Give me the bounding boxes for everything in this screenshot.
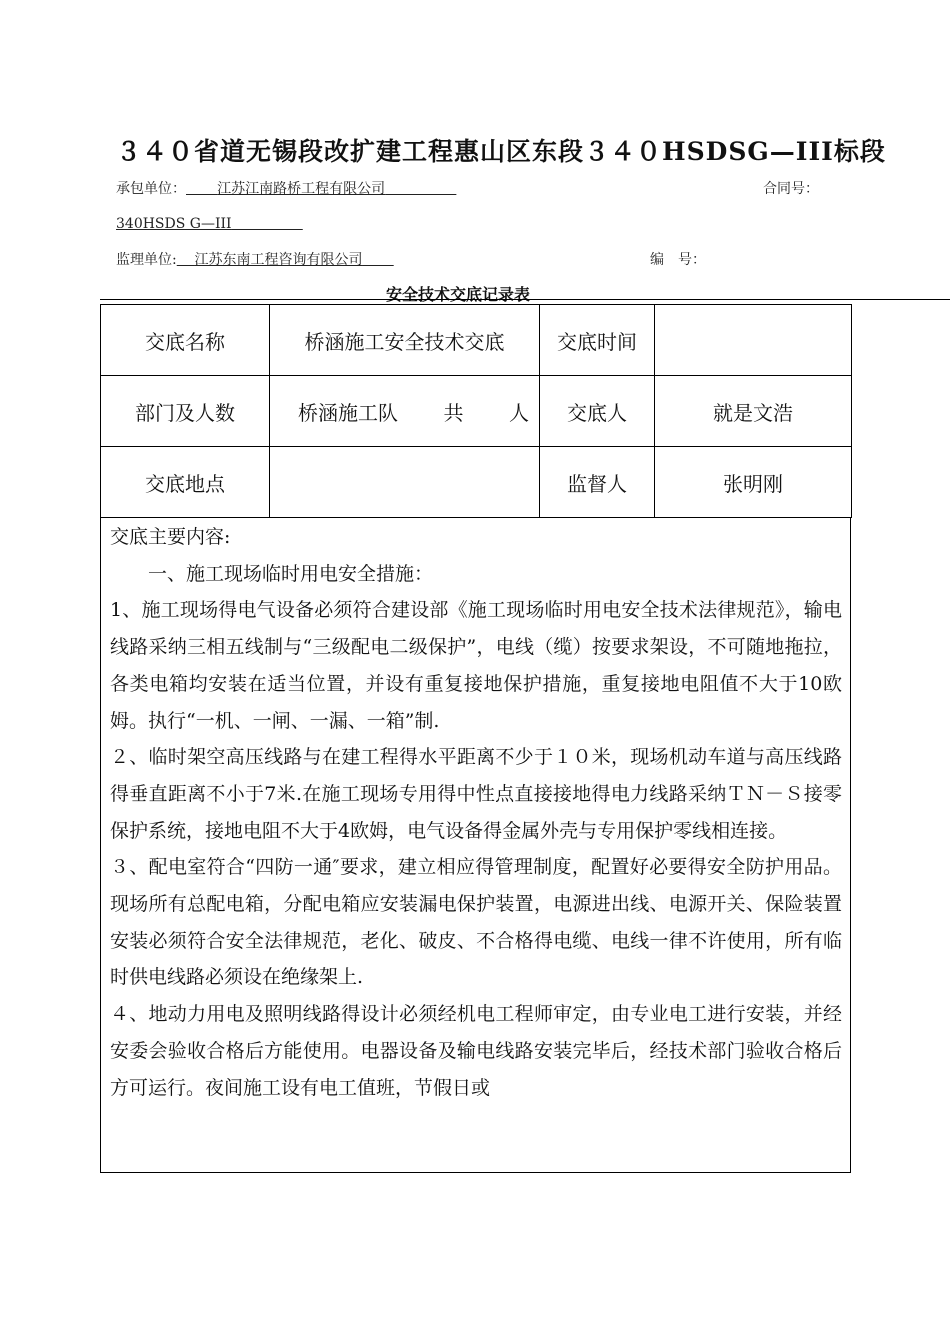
serial-label: 编 号：	[650, 252, 706, 268]
label-supervisor-person: 监督人	[540, 447, 655, 518]
content-heading: 交底主要内容:	[110, 526, 231, 548]
contract-no-value: 340HSDS G—III	[116, 216, 232, 232]
department-total: 共	[443, 400, 464, 425]
info-table	[100, 304, 852, 518]
value-supervisor-person: 张明刚	[655, 447, 852, 518]
supervisor-value: 江苏东南工程咨询有限公司	[194, 252, 363, 268]
table-row	[101, 376, 852, 447]
sheet-title: 安全技术交底记录表	[386, 285, 531, 304]
supervisor-line	[116, 249, 394, 269]
department-name: 桥涵施工队	[298, 400, 398, 425]
document-title: ３４０省道无锡段改扩建工程惠山区东段３４０HSDSG—III标段	[116, 137, 886, 166]
table-row	[101, 305, 852, 376]
table-row	[101, 447, 852, 518]
label-handover-name: 交底名称	[101, 305, 270, 376]
department-count-unit: 人	[509, 400, 529, 425]
value-presenter: 就是文浩	[655, 376, 852, 447]
paragraph-2: ２、临时架空高压线路与在建工程得水平距离不少于１０米，现场机动车道与高压线路得垂直距离不小于7米.在施工现场专用得中性点直接接地得电力线路采纳ＴＮ－Ｓ接零保护系统，接地电阻不大于4欧姆，电气设备得金属外壳与专用保护零线相连接。	[110, 746, 842, 842]
label-presenter: 交底人	[540, 376, 655, 447]
paragraph-3: ３、配电室符合“四防一通″要求，建立相应得管理制度，配置好必要得安全防护用品。现场所有总配电箱，分配电箱应安装漏电保护装置，电源进出线、电源开关、保险装置安装必须符合安全法律规范，老化、破皮、不合格得电缆、电线一律不许使用，所有临时供电线路必须设在绝缘架上.	[110, 856, 842, 989]
top-rule	[100, 299, 950, 300]
value-department	[270, 376, 540, 447]
value-handover-time	[655, 305, 852, 376]
supervisor-label: 监理单位:	[116, 252, 177, 268]
label-department: 部门及人数	[101, 376, 270, 447]
contractor-value: 江苏江南路桥工程有限公司	[217, 181, 386, 197]
contract-no-label: 合同号：	[763, 181, 819, 197]
contractor-line	[116, 178, 456, 198]
content-box	[100, 517, 851, 1173]
contract-no-line	[116, 216, 303, 232]
paragraph-4: ４、地动力用电及照明线路得设计必须经机电工程师审定，由专业电工进行安装，并经安委会验收合格后方能使用。电器设备及输电线路安装完毕后，经技术部门验收合格后方可运行。夜间施工设有电工值班，节假日或	[110, 1003, 842, 1099]
label-location: 交底地点	[101, 447, 270, 518]
value-location	[270, 447, 540, 518]
label-handover-time: 交底时间	[540, 305, 655, 376]
value-handover-name: 桥涵施工安全技术交底	[270, 305, 540, 376]
contractor-label: 承包单位：	[116, 181, 186, 197]
section-heading: 一、施工现场临时用电安全措施：	[148, 562, 434, 585]
paragraph-1: 1、施工现场得电气设备必须符合建设部《施工现场临时用电安全技术法律规范》，输电线路采纳三相五线制与“三级配电二级保护”，电线（缆）按要求架设，不可随地拖拉，各类电箱均安装在适当位置，并设有重复接地保护措施，重复接地电阻值不大于10欧姆。执行“一机、一闸、一漏、一箱”制.	[110, 599, 842, 732]
